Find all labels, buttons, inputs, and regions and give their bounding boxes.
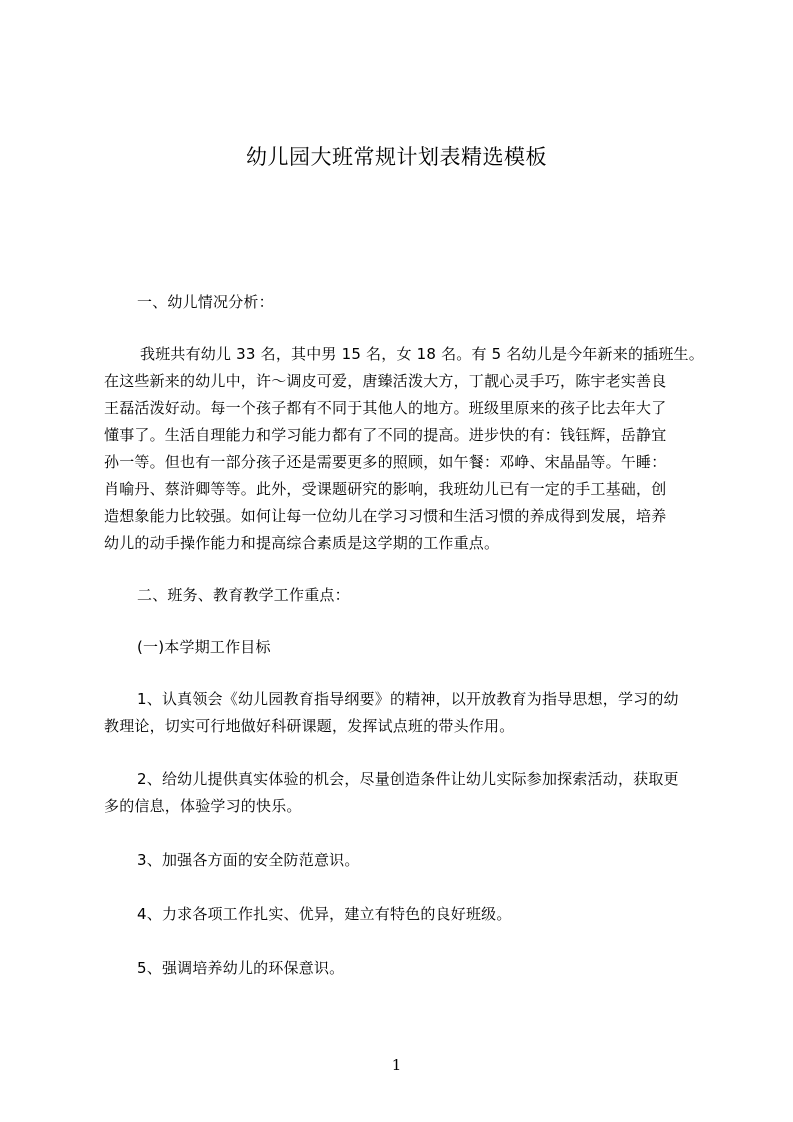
goal-item: 3、加强各方面的安全防范意识。 [137, 851, 360, 869]
document-title: 幼儿园大班常规计划表精选模板 [246, 145, 547, 169]
paragraph-line: 懂事了。生活自理能力和学习能力都有了不同的提高。进步快的有：钱钰辉，岳静宜 [104, 426, 667, 444]
page-number: 1 [391, 1056, 402, 1074]
paragraph-line: 孙一等。但也有一部分孩子还是需要更多的照顾，如午餐：邓峥、宋晶晶等。午睡： [104, 453, 667, 471]
goal-item-continuation: 教理论，切实可行地做好科研课题，发挥试点班的带头作用。 [104, 717, 515, 735]
paragraph-line: 在这些新来的幼儿中，许～调皮可爱，唐臻活泼大方，丁靓心灵手巧，陈宇老实善良 [104, 372, 667, 390]
paragraph-line: 肖喻丹、蔡浒卿等等。此外，受课题研究的影响，我班幼儿已有一定的手工基础，创 [104, 480, 667, 498]
goal-item-continuation: 多的信息，体验学习的快乐。 [104, 797, 302, 815]
paragraph-line: 我班共有幼儿 33 名，其中男 15 名，女 18 名。有 5 名幼儿是今年新来的插班生。 [140, 345, 704, 363]
section-heading-class-work: 二、班务、教育教学工作重点： [137, 586, 350, 604]
paragraph-line: 幼儿的动手操作能力和提高综合素质是这学期的工作重点。 [104, 534, 500, 552]
goal-item: 5、强调培养幼儿的环保意识。 [137, 959, 345, 977]
goal-item: 1、认真领会《幼儿园教育指导纲要》的精神，以开放教育为指导思想，学习的幼 [137, 690, 679, 708]
paragraph-line: 造想象能力比较强。如何让每一位幼儿在学习习惯和生活习惯的养成得到发展，培养 [104, 507, 667, 525]
section-heading-child-analysis: 一、幼儿情况分析： [137, 293, 274, 311]
paragraph-line: 王磊活泼好动。每一个孩子都有不同于其他人的地方。班级里原来的孩子比去年大了 [104, 399, 667, 417]
goal-item: 2、给幼儿提供真实体验的机会，尽量创造条件让幼儿实际参加探索活动，获取更 [137, 770, 679, 788]
subsection-heading-term-goals: (一)本学期工作目标 [137, 638, 271, 656]
goal-item: 4、力求各项工作扎实、优异，建立有特色的良好班级。 [137, 905, 512, 923]
